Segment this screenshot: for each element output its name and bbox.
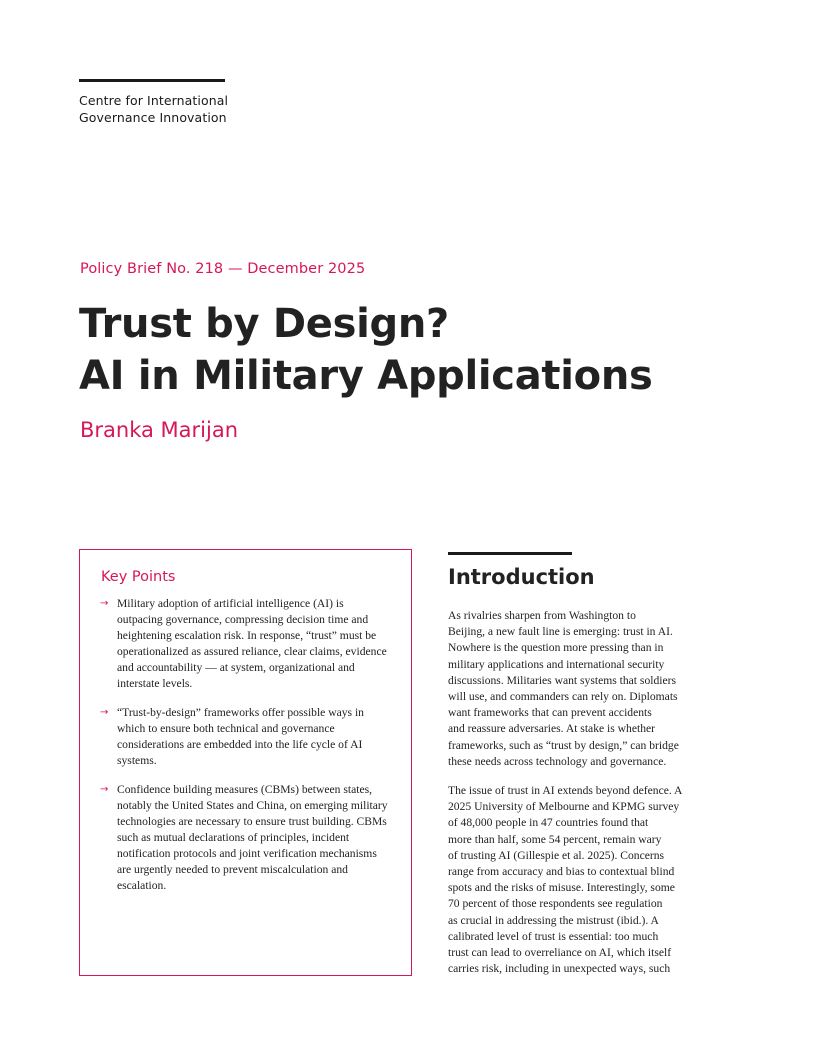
- text-line: as crucial in addressing the mistrust (ibid.). A: [448, 913, 659, 927]
- introduction-heading: Introduction: [448, 565, 595, 589]
- text-line: of trusting AI (Gillespie et al. 2025). Concerns: [448, 848, 665, 862]
- text-line: frameworks, such as “trust by design,” can bridge: [448, 738, 679, 752]
- text-line: spots and the risks of misuse. Interestingly, some: [448, 881, 675, 895]
- key-point-item: [100, 596, 390, 692]
- title-line-1: Trust by Design?: [79, 301, 449, 347]
- text-line: will use, and commanders can rely on. Diplomats: [448, 690, 678, 704]
- text-line: these needs across technology and governance.: [448, 754, 667, 768]
- text-line: range from accuracy and bias to contextual blind: [448, 865, 675, 879]
- key-point-item: [100, 782, 390, 894]
- key-points-box: [79, 549, 412, 976]
- series-label: Policy Brief No. 218 — December 2025: [80, 261, 366, 277]
- intro-paragraph-2: [448, 783, 723, 977]
- section-rule: [448, 552, 572, 555]
- text-line: The issue of trust in AI extends beyond defence. A: [448, 784, 683, 798]
- title-line-2: AI in Military Applications: [79, 353, 653, 399]
- key-points-list: [100, 596, 390, 907]
- intro-paragraph-1: [448, 608, 723, 770]
- text-line: calibrated level of trust is essential: too much: [448, 929, 659, 943]
- text-line: Beijing, a new fault line is emerging: trust in AI.: [448, 625, 673, 639]
- key-point-text: “Trust-by-design” frameworks offer possible ways in which to ensure both technical and governance considerations are embedded into the life cycle of AI systems.: [117, 706, 364, 767]
- key-point-text: Confidence building measures (CBMs) between states, notably the United States and China, on emerging military technologies are necessary to ensure trust building. CBMs such as mutual declarations of principles, incident notification protocols and joint verification mechanisms are urgently needed to prevent miscalculation and escalation.: [117, 783, 388, 892]
- text-line: trust can lead to overreliance on AI, which itself: [448, 946, 672, 960]
- text-line: discussions. Militaries want systems that soldiers: [448, 673, 676, 687]
- org-line-1: Centre for International: [79, 93, 229, 108]
- text-line: Nowhere is the question more pressing than in: [448, 641, 664, 655]
- key-points-heading: Key Points: [101, 569, 176, 585]
- text-line: and reassure adversaries. At stake is whether: [448, 722, 656, 736]
- text-line: want frameworks that can prevent accidents: [448, 706, 652, 720]
- text-line: more than half, some 54 percent, remain wary: [448, 832, 662, 846]
- header-rule: [79, 79, 225, 82]
- text-line: of 48,000 people in 47 countries found that: [448, 816, 649, 830]
- key-point-text: Military adoption of artificial intelligence (AI) is outpacing governance, compressing decision time and heightening escalation risk. In response, “trust” must be operationalized as assured reliance, clear claims, evidence and accountability — at system, organizational and interstate levels.: [117, 597, 387, 690]
- organization-name: [79, 92, 279, 126]
- text-line: military applications and international security: [448, 657, 665, 671]
- page-title: [79, 298, 779, 402]
- introduction-body: [448, 608, 723, 990]
- arrow-right-icon: →: [100, 598, 109, 609]
- text-line: 70 percent of those respondents see regulation: [448, 897, 663, 911]
- arrow-right-icon: →: [100, 707, 109, 718]
- text-line: 2025 University of Melbourne and KPMG survey: [448, 800, 680, 814]
- author-name: Branka Marijan: [80, 418, 239, 442]
- text-line: carries risk, including in unexpected ways, such: [448, 962, 671, 976]
- org-line-2: Governance Innovation: [79, 110, 227, 125]
- text-line: As rivalries sharpen from Washington to: [448, 609, 636, 622]
- arrow-right-icon: →: [100, 784, 109, 795]
- key-point-item: [100, 705, 390, 769]
